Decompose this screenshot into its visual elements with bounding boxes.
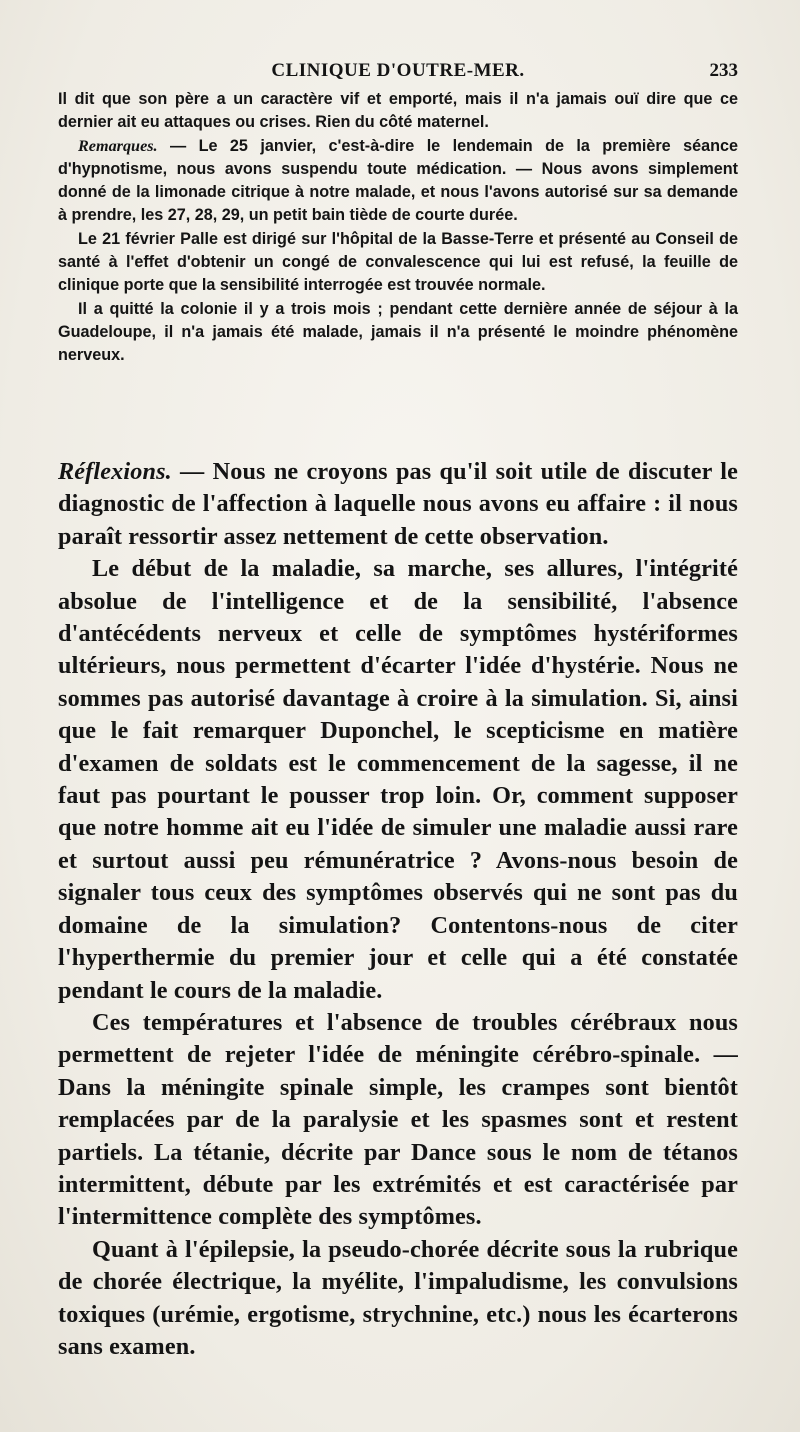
paragraph-colony: Il a quitté la colonie il y a trois mois ; pendant cette dernière année de séjour à la Guadeloupe, il n'a jamais été malade, jamais il n'a présenté le moindre phénomène nerveux.: [58, 299, 738, 365]
remarks-body: — Le 25 janvier, c'est-à-dire le lendemain de la première séance d'hypnotisme, nous avons suspendu toute médication. — Nous avons simplement donné de la limonade citrique à notre malade, et nous l'avons autorisé sur sa demande à prendre, les 27, 28, 29, un petit bain tiède de courte durée.: [58, 136, 738, 225]
paragraph-diagnosis: Le début de la maladie, sa marche, ses allures, l'intégrité absolue de l'intelligence et de la sensibilité, l'absence d'antécédents nerveux et celle de symptômes hystériformes ultérieurs, nous permettent d'écarter l'idée d'hystérie. Nous ne sommes pas autorisé davantage à croire à la simulation. Si, ainsi que le fait remarquer Duponchel, le scepticisme en matière d'examen de soldats est le commencement de la sagesse, il ne faut pas pourtant le pousser trop loin. Or, comment supposer que notre homme ait eu l'idée de simuler une maladie aussi rare et surtout aussi peu rémunératrice ? Avons-nous besoin de signaler tous ceux des symptômes observés qui ne sont pas du domaine de la simulation? Contentons-nous de citer l'hyperthermie du premier jour et celle qui a été constatée pendant le cours de la maladie.: [58, 555, 738, 1004]
observation-notes: [58, 88, 738, 368]
paragraph-reflections: [58, 456, 738, 553]
paragraph-february: Le 21 février Palle est dirigé sur l'hôpital de la Basse-Terre et présenté au Conseil de santé à l'effet d'obtenir un congé de convalescence qui lui est refusé, la feuille de clinique porte que la sensibilité interrogée est trouvée normale.: [58, 229, 738, 295]
running-head: CLINIQUE D'OUTRE-MER.: [271, 60, 525, 81]
paragraph-family-history: Il dit que son père a un caractère vif et emporté, mais il n'a jamais ouï dire que ce dernier ait eu attaques ou crises. Rien du côté maternel.: [58, 90, 738, 132]
page-number: 233: [709, 60, 738, 81]
reflections-heading: Réflexions.: [58, 458, 172, 485]
reflections-section: [58, 456, 738, 1363]
paragraph-remarks: [58, 135, 738, 228]
remarks-heading: Remarques.: [78, 136, 158, 155]
page-header: [58, 60, 738, 88]
paragraph-epilepsy: Quant à l'épilepsie, la pseudo-chorée décrite sous la rubrique de chorée électrique, la myélite, l'impaludisme, les convulsions toxiques (urémie, ergotisme, strychnine, etc.) nous les écarterons sans examen.: [58, 1235, 738, 1360]
reflections-body: — Nous ne croyons pas qu'il soit utile de discuter le diagnostic de l'affection à laquelle nous avons eu affaire : il nous paraît ressortir assez nettement de cette observation.: [58, 458, 738, 550]
paragraph-temperatures: Ces températures et l'absence de troubles cérébraux nous permettent de rejeter l'idée de méningite cérébro-spinale. — Dans la méningite spinale simple, les crampes sont bientôt remplacées par de la paralysie et les spasmes sont et restent partiels. La tétanie, décrite par Dance sous le nom de tétanos intermittent, débute par les extrémités et est caractérisée par l'intermittence complète des symptômes.: [58, 1008, 738, 1231]
